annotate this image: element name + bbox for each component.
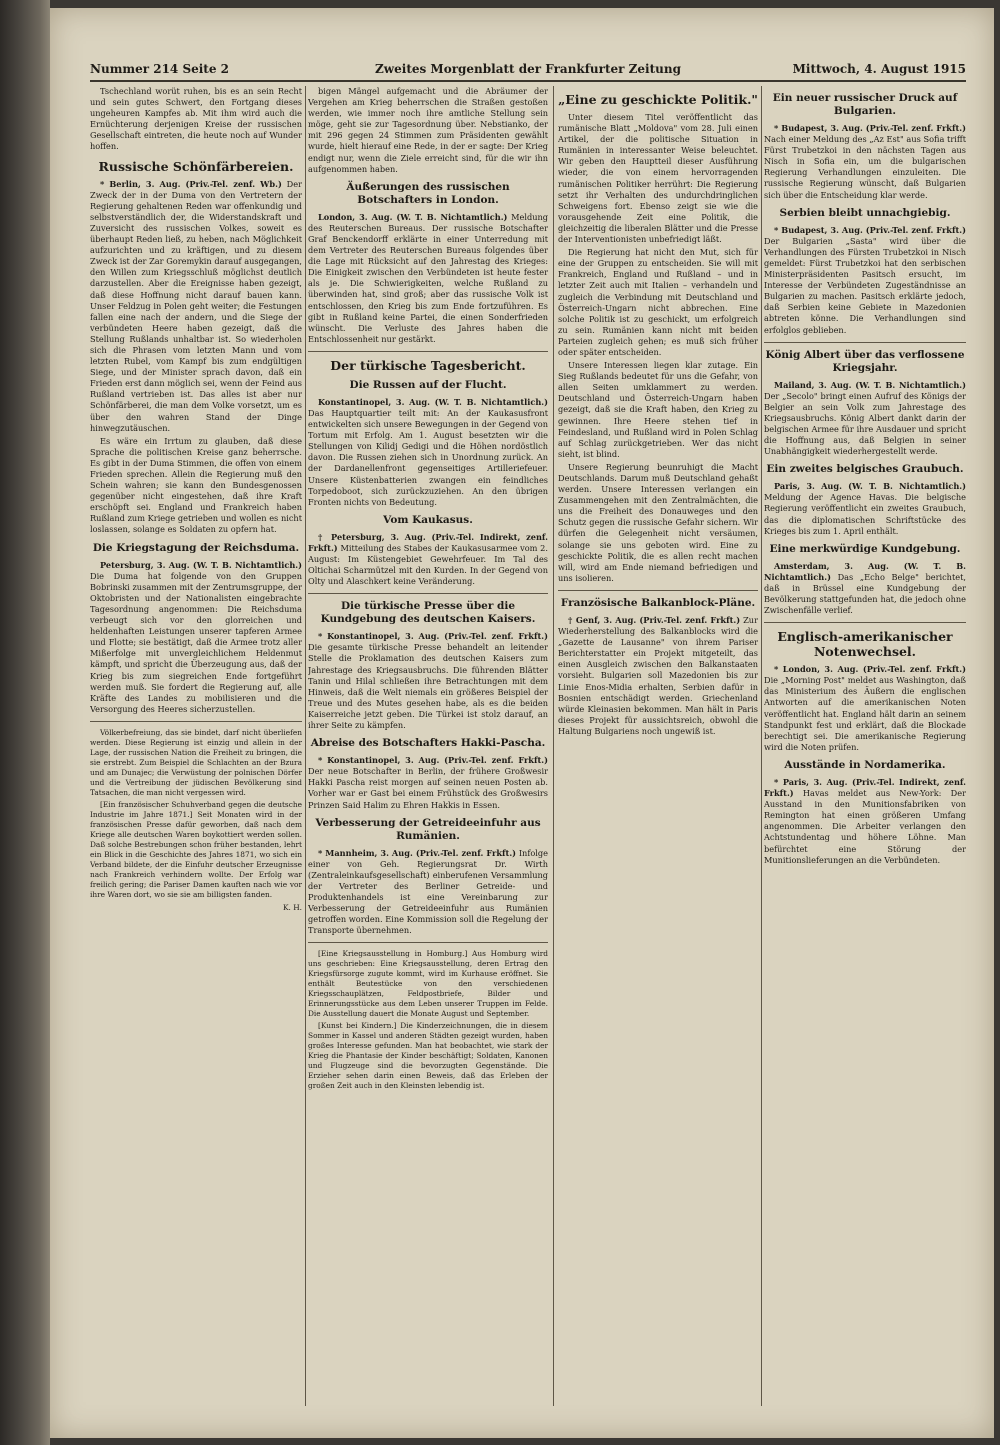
article-text: Nach einer Meldung des „Az Est" aus Sofia trifft Fürst Trubetzkoi in den nächsten Tagen aus Nisch in Sofia ein, um die bulgarischen Regierung Verhandlungen einzuleiten. Die russische Regierung wünscht, daß Bulgarien sich über die Entscheidung klar werde. xyxy=(764,134,966,200)
header-left: Nummer 214 Seite 2 xyxy=(90,62,230,76)
article-text: Unter diesem Titel veröffentlicht das rumänische Blatt „Moldova" vom 28. Juli einen Artikel, der die politische Situation in Rumänien in interessanter Weise beleuchtet. Wir geben den Hauptteil dieser Ausführung wieder, die von einem hervorragenden rumänischen Politiker herrührt: Die Regierung setzt ihr Verhalten des undurchdringlichen Schweigens fort. Ebenso zeigt sie wie die vorausgehende Zeit eine Politik, die gleichzeitig die liberalen Blätter und die Presse der Interventionisten unbefriedigt läßt. xyxy=(558,112,758,245)
headline-koenig-albert: König Albert über das verflossene Kriegsjahr. xyxy=(765,348,965,374)
section-divider xyxy=(90,721,302,722)
dateline: Paris, 3. Aug. (W. T. B. Nichtamtlich.) xyxy=(774,481,966,492)
headline-druck-bulgarien: Ein neuer russischer Druck auf Bulgarien. xyxy=(772,92,958,117)
article-text: Meldung des Reuterschen Bureaus. Der russische Botschafter Graf Benckendorff erklärte in einer Unterredung mit dem Vertreter des Reuterschen Bureaus folgendes über die Lage mit Rücksicht auf den Jahrestag des Krieges: Die Einigkeit zwischen den Verbündeten ist heute fester als je. Die Schwierigkeiten, welche Rußland zu überwinden hat, sind groß; aber das russische Volk ist entschlossen, den Krieg bis zum Ende fortzuführen. Es gibt in Rußland keine Partei, die einen Sonderfrieden wünscht. Die Verluste des Jahres haben die Entschlossenheit nur gestärkt. xyxy=(308,211,548,344)
dateline: London, 3. Aug. (W. T. B. Nichtamtlich.) xyxy=(318,211,508,222)
dateline: * London, 3. Aug. (Priv.-Tel. zenf. Frkft.) xyxy=(774,664,966,675)
header-masthead: Zweites Morgenblatt der Frankfurter Zeitung xyxy=(375,62,681,76)
article-text: Die gesamte türkische Presse behandelt an leitender Stelle die Proklamation des deutschen Kaisers zum Jahrestage des Kriegsausbruchs. Die führenden Blätter Tanin und Hilal schließen ihre Betrachtungen mit dem Hinweis, daß die Welt niemals ein größeres Beispiel der Treue und des Mutes gesehen habe, als es die beiden Kaiserreiche jetzt geben. Die Türkei ist stolz darauf, an ihrer Seite zu kämpfen. xyxy=(308,642,548,731)
article-text: Mitteilung des Stabes der Kaukasusarmee vom 2. August: Im Küstengebiet Gewehrfeuer. Im Tal des Oltichai Scharmützel mit den Kurden. In der Gegend von Olty und Alaschkert keine Veränderung. xyxy=(308,542,548,587)
headline-russische-schoenfaerbereien: Russische Schönfärbereien. xyxy=(98,158,294,174)
dateline: * Mannheim, 3. Aug. (Priv.-Tel. zenf. Frkft.) xyxy=(318,847,517,858)
page-header xyxy=(90,56,966,82)
dateline: Mailand, 3. Aug. (W. T. B. Nichtamtlich.) xyxy=(774,379,966,390)
dateline: Konstantinopel, 3. Aug. (W. T. B. Nichtamtlich.) xyxy=(318,396,548,407)
col1-intro: Tschechland worüt ruhen, bis es an sein Recht und sein gutes Schwert, den Fortgang dieses ungeheuren Kampfes ab. Mit ihm wird auch die Ernüchterung derjenigen Kreise der russischen Gesellschaft eintreten, die heute noch auf Wunder hoffen. xyxy=(90,86,302,152)
column-2 xyxy=(308,86,548,1406)
article-text: Unsere Interessen liegen klar zutage. Ein Sieg Rußlands bedeutet für uns die Gefahr, von allen Seiten umklammert zu werden. Deutschland und Österreich-Ungarn haben gezeigt, daß sie die Kraft haben, den Krieg zu gewinnen. Ihre Heere stehen tief in Feindesland, und Rußland wird in Polen Schlag auf Schlag zurückgetrieben. Wer das nicht sieht, ist blind. xyxy=(558,360,758,459)
headline-vom-kaukasus: Vom Kaukasus. xyxy=(383,513,473,526)
dateline: * Budapest, 3. Aug. (Priv.-Tel. zenf. Frkft.) xyxy=(774,123,966,133)
headline-geschickte-politik: „Eine zu geschickte Politik." xyxy=(558,92,758,107)
article-text: Das Hauptquartier teilt mit: An der Kaukasusfront entwickelten sich unsere Bewegungen in der Gegend von Tortum mit Erfolg. Am 1. August besetzten wir die Stellungen von Kilidj Gedigi und die Höhen nordöstlich davon. Die Russen ziehen sich in Unordnung zurück. An der Dardanellenfront gegenseitiges Artilleriefeuer. Unsere Küstenbatterien zwangen ein feindliches Torpedoboot, sich zurückzuziehen. An den übrigen Fronten nichts von Bedeutung. xyxy=(308,407,548,507)
dateline: * Konstantinopel, 3. Aug. (Priv.-Tel. zenf. Frkft.) xyxy=(318,631,548,642)
column-rule xyxy=(553,86,554,1406)
article-text: Der neue Botschafter in Berlin, der frühere Großwesir Hakki Pascha reist morgen auf seinen neuen Posten ab. Vorher war er Gast bei einem Frühstück des Großwesirs Prinzen Said Halim zu Ehren Hakkis in Essen. xyxy=(308,766,548,810)
author-signature: K. H. xyxy=(282,902,302,912)
section-divider xyxy=(764,342,966,343)
col2-intro: bigen Mängel aufgemacht und die Abräumer der Vergehen am Krieg beherrschen die Straßen gestoßen werden, wie immer noch ihre amtliche Stellung sein möge, geht sie zur Tagesordnung über. Nebstianko, der mit 296 gegen 24 Stimmen zum Präsidenten gewählt wurde, hielt hierauf eine Rede, in der er sagte: Der Krieg endigt nur, wenn die Ziele erreicht sind, für die wir ihn aufgenommen haben. xyxy=(308,86,548,174)
article-text: Die „Morning Post" meldet aus Washington, daß das Ministerium des Äußern die englischen Antworten auf die amerikanischen Noten veröffentlicht hat. England hält darin an seinem Standpunkt fest und erklärt, daß die Blockade berechtigt sei. Die amerikanische Regierung wird die Noten prüfen. xyxy=(764,675,966,752)
column-1 xyxy=(90,86,302,1406)
feuilleton-text: Völkerbefreiung, das sie bindet, darf nicht überliefen werden. Diese Regierung ist einzig und allein in der Lage, der russischen Nation die Freiheit zu bringen, die sie erstrebt. Zum Beispiel die Schlachten an der Bzura und am Dunajec; die Verwüstung der polnischen Dörfer und die Vertreibung der jüdischen Bevölkerung sind Tatsachen, die man nicht vergessen wird. xyxy=(90,727,302,797)
feuilleton-text: [Eine Kriegsausstellung in Homburg.] Aus Homburg wird uns geschrieben: Eine Kriegsausstellung, deren Ertrag den Kriegsfürsorge zugute kommt, wird im Kurhause eröffnet. Sie enthält Beutestücke von den verschiedenen Kriegsschauplätzen, Feldpostbriefe, Bilder und Erinnerungsstücke aus dem Leben unserer Truppen im Felde. Die Ausstellung dauert die Monate August und September. xyxy=(308,949,548,1019)
headline-tuerkischer-tagesbericht: Der türkische Tagesbericht. xyxy=(330,357,526,373)
article-text: Die Regierung hat nicht den Mut, sich für eine der Gruppen zu entscheiden. Sie will mit Frankreich, England und Rußland – und in letzter Zeit auch mit Italien – verhandeln und zugleich die Verbindung mit Deutschland und Österreich-Ungarn nicht abbrechen. Eine solche Politik ist zu geschickt, um erfolgreich zu sein. Rumänien kann nicht mit beiden Parteien zugleich gehen; es muß sich früher oder später entscheiden. xyxy=(558,247,758,357)
article-text: Der Bulgarien „Sasta" wird über die Verhandlungen des Fürsten Trubetzkoi in Nisch gemeldet: Fürst Trubetzkoi hat den serbischen Ministerpräsidenten Pasitsch ersucht, im Interesse der Verbündeten Zugeständnisse an Bulgarien zu machen. Pasitsch erklärte jedoch, daß Serbien keine Gebiete in Mazedonien abtreten könne. Die Verhandlungen sind erfolglos geblieben. xyxy=(764,235,966,335)
feuilleton-text: [Kunst bei Kindern.] Die Kinderzeichnungen, die in diesem Sommer in Kassel und anderen Städten gezeigt wurden, haben großes Interesse gefunden. Man hat beobachtet, wie stark der Krieg die Phantasie der Kinder beschäftigt; Soldaten, Kanonen und Flugzeuge sind die bevorzugten Gegenstände. Die Erzieher sehen darin einen Beweis, daß das Erleben der großen Zeit auch in den Kleinsten lebendig ist. xyxy=(308,1021,548,1091)
book-spine xyxy=(0,0,50,1445)
section-divider xyxy=(308,593,548,594)
dateline: Amsterdam, 3. Aug. (W. T. B. Nichtamtlich.) xyxy=(764,560,966,582)
section-divider xyxy=(308,942,548,943)
article-text: Infolge einer von Geh. Regierungsrat Dr. Wirth (Zentraleinkaufsgesellschaft) einberufenen Versammlung der Vertreter des Berliner Getreide- und Produktenhandels ist eine Vereinbarung zur Verbesserung der Getreideeinfuhr aus Rumänien getroffen worden. Eine Kommission soll die Regelung der Transporte übernehmen. xyxy=(308,847,548,936)
headline-getreideeinfuhr: Verbesserung der Getreideeinfuhr aus Rumänien. xyxy=(315,816,541,842)
dateline: * Berlin, 3. Aug. (Priv.-Tel. zenf. Wb.) xyxy=(100,178,282,189)
section-divider xyxy=(308,351,548,352)
feuilleton-text: [Ein französischer Schuhverband gegen die deutsche Industrie im Jahre 1871.] Seit Monaten wird in der französischen Presse dafür geworben, daß nach dem Kriege alle deutschen Waren boykottiert werden sollen. Daß solche Bestrebungen schon früher bestanden, lehrt ein Blick in die Geschichte des Jahres 1871, wo sich ein Verband bildete, der die Einfuhr deutscher Erzeugnisse nach Frankreich verhindern wollte. Der Erfolg war freilich gering; die Pariser Damen kauften nach wie vor ihre Waren dort, wo sie sie am billigsten fanden. xyxy=(90,799,302,899)
article-text: Unsere Regierung beunruhigt die Macht Deutschlands. Darum muß Deutschland gehaßt werden. Unsere Interessen verlangen ein Zusammengehen mit den Zentralmächten, die uns die Freiheit des Donauweges und den Schutz gegen die russische Gefahr sichern. Wir dürfen die Gelegenheit nicht versäumen, solange sie uns geboten wird. Eine zu geschickte Politik, die es allen recht machen will, wird am Ende niemand befriedigen und uns isolieren. xyxy=(558,461,758,583)
dateline: † Genf, 3. Aug. (Priv.-Tel. zenf. Frkft.) xyxy=(568,614,741,625)
column-rule xyxy=(761,86,762,1406)
article-text: Meldung der Agence Havas. Die belgische Regierung veröffentlicht ein zweites Graubuch, das die diplomatischen Schriftstücke des Krieges bis zum 1. April enthält. xyxy=(764,492,966,536)
headline-tuerkische-presse: Die türkische Presse über die Kundgebung des deutschen Kaisers. xyxy=(320,600,536,626)
headline-serbien: Serbien bleibt unnachgiebig. xyxy=(779,206,951,219)
headline-graubuch: Ein zweites belgisches Graubuch. xyxy=(766,463,964,476)
article-text: Die Duma hat folgende von den Gruppen Bobrinski zusammen mit der Zentrumsgruppe, der Oktobristen und der Nationalisten eingebrachte Tagesordnung angenommen: Die Reichsduma verbeugt sich vor den glorreichen und heldenhaften Leistungen unserer tapferen Armee und Flotte; sie bestätigt, daß die Armee trotz aller Mißerfolge mit unvergleichlichem Heldenmut kämpft, und spricht die Überzeugung aus, daß der Krieg bis zum siegreichen Ende fortgeführt werden muß. Sie fordert die Regierung auf, alle Kräfte des Landes zu mobilisieren und die Versorgung des Heeres sicherzustellen. xyxy=(90,570,302,714)
subheadline-russen-flucht: Die Russen auf der Flucht. xyxy=(349,378,507,391)
dateline: Petersburg, 3. Aug. (W. T. B. Nichtamtlich.) xyxy=(100,559,302,570)
headline-hakki-pascha: Abreise des Botschafters Hakki-Pascha. xyxy=(310,737,546,750)
column-3 xyxy=(558,86,758,1406)
headline-kundgebung: Eine merkwürdige Kundgebung. xyxy=(769,542,961,555)
headline-botschafter-london: Äußerungen des russischen Botschafters in London. xyxy=(346,180,510,206)
article-text: Der Zweck der in der Duma von den Vertretern der Regierung gehaltenen Reden war offenkundig und selbstverständlich der, die Widerstandskraft und Zuversicht des russischen Volkes, soweit es überhaupt Reden ließ, zu heben, nach Möglichkeit aufzurichten und zu kräftigen, und zu diesem Zweck ist der Zar Goremykin darauf ausgegangen, den Willen zum Kriegsschluß möglichst deutlich darzustellen. Aber die Ereignisse haben gezeigt, daß diese Hoffnung nicht darauf bauen kann. Unser Feldzug in Polen geht weiter; die Festungen fallen eine nach der andern, und die Siege der verbündeten Heere haben gezeigt, daß die Stellung Rußlands unhaltbar ist. So wiederholen sich die Phrasen vom letzten Mann und vom letzten Rubel, vom Kampf bis zum endgültigen Siege, und der Minister sprach davon, daß ein Frieden erst dann möglich sei, wenn der Feind aus Rußland vertrieben ist. Das alles ist aber nur Schönfärberei, die man dem Volke vorsetzt, um es über den wahren Stand der Dinge hinwegzutäuschen. xyxy=(90,178,302,433)
section-divider xyxy=(764,622,966,623)
article-text: Das „Echo Belge" berichtet, daß in Brüssel eine Kundgebung der Bevölkerung stattgefunden hat, die jedoch ohne Zwischenfälle verlief. xyxy=(764,571,966,616)
headline-notenwechsel: Englisch-amerikanischer Notenwechsel. xyxy=(777,629,953,660)
headline-balkanblock: Französische Balkanblock-Pläne. xyxy=(560,596,756,609)
dateline: * Konstantinopel, 3. Aug. (Priv.-Tel. zenf. Frkft.) xyxy=(318,755,548,766)
column-rule xyxy=(305,86,306,1406)
header-date: Mittwoch, 4. August 1915 xyxy=(792,62,966,76)
headline-kriegstagung: Die Kriegstagung der Reichsduma. xyxy=(92,541,300,554)
section-divider xyxy=(558,590,758,591)
newspaper-page xyxy=(50,8,994,1438)
dateline: † Petersburg, 3. Aug. (Priv.-Tel. Indirekt, zenf. Frkft.) xyxy=(308,531,548,553)
article-text: Der „Secolo" bringt einen Aufruf des Königs der Belgier an sein Volk zum Jahrestage des Kriegsausbruchs. König Albert dankt darin der belgischen Armee für ihre Ausdauer und spricht die Hoffnung aus, daß Belgien in seiner Unabhängigkeit wiederhergestellt werde. xyxy=(764,390,966,457)
column-4 xyxy=(764,86,966,1406)
dateline: * Budapest, 3. Aug. (Priv.-Tel. zenf. Frkft.) xyxy=(774,224,966,235)
article-text: Es wäre ein Irrtum zu glauben, daß diese Sprache die politischen Kreise ganz beherrsche. Es gibt in der Duma Stimmen, die offen von einem Frieden sprechen. Allein die Regierung muß den Schein wahren; sie kann den Bundesgenossen gegenüber nicht eingestehen, daß ihre Kraft erschöpft sei. England und Frankreich haben Rußland zum Kriege getrieben und wollen es nicht loslassen, solange es Soldaten zu opfern hat. xyxy=(90,435,302,535)
article-text: Havas meldet aus New-York: Der Ausstand in den Munitionsfabriken von Remington hat einen größeren Umfang angenommen. Die Arbeiter verlangen den Achtstundentag und höhere Löhne. Man befürchtet eine Störung der Munitionslieferungen an die Verbündeten. xyxy=(764,788,966,865)
dateline: * Paris, 3. Aug. (Priv.-Tel. Indirekt, zenf. Frkft.) xyxy=(764,776,966,799)
headline-ausstaende: Ausstände in Nordamerika. xyxy=(784,758,946,771)
article-text: Zur Wiederherstellung des Balkanblocks wird die „Gazette de Lausanne" von ihrem Pariser Berichterstatter ein Projekt mitgeteilt, das einen Ausgleich zwischen den Balkanstaaten vorsieht. Bulgarien soll Mazedonien bis zur Linie Enos-Midia erhalten, Serbien dafür in Bosnien entschädigt werden. Griechenland würde Kleinasien bekommen. Man hält in Paris dieses Projekt für aussichtsreich, obwohl die Haltung Bulgariens noch ungewiß ist. xyxy=(558,614,758,736)
